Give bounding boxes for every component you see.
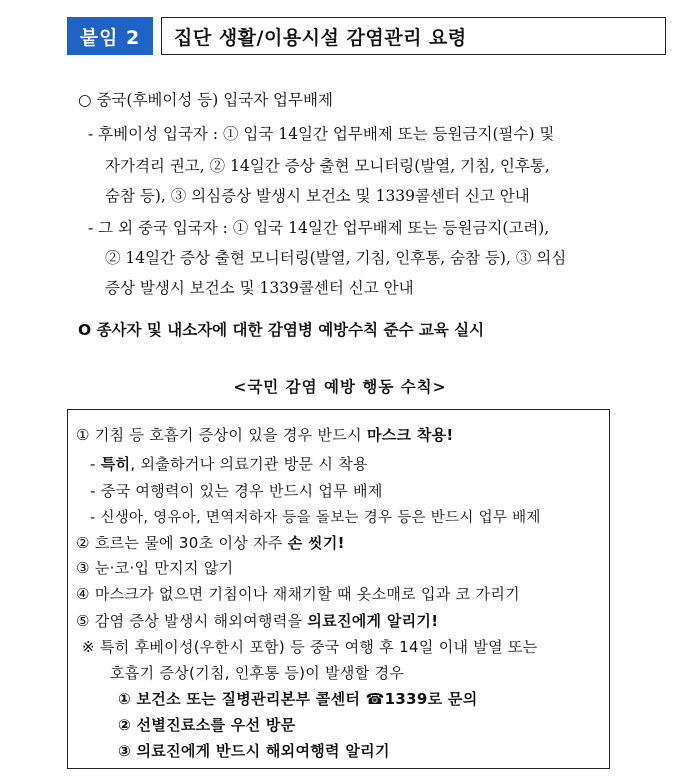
attachment-tag: 붙임 2	[67, 17, 153, 55]
section-1-title: ○ 중국(후베이성 등) 입국자 업무배제	[78, 91, 333, 109]
prevention-rules-box	[67, 409, 610, 769]
section-1-line-4: - 그 외 중국 입국자 : ① 입국 14일간 업무배제 또는 등원금지(고려),	[88, 219, 550, 237]
rule-3: ③ 눈·코·입 만지지 않기	[76, 559, 234, 577]
section-1-line-6: 증상 발생시 보건소 및 1339콜센터 신고 안내	[105, 279, 414, 297]
note-line-2: 호흡기 증상(기침, 인후통 등)이 발생할 경우	[110, 664, 405, 682]
rule-5	[76, 610, 438, 631]
box-heading: <국민 감염 예방 행동 수칙>	[233, 378, 447, 396]
section-2-title: O 종사자 및 내소자에 대한 감염병 예방수칙 준수 교육 실시	[78, 321, 485, 339]
note-step-1: ① 보건소 또는 질병관리본부 콜센터 ☎1339로 문의	[118, 690, 478, 708]
section-1-line-1: - 후베이성 입국자 : ① 입국 14일간 업무배제 또는 등원금지(필수) 및	[88, 125, 555, 143]
rule-1-emphasis: 마스크 착용!	[366, 426, 454, 444]
rule-1-sub-1-emphasis: 특히	[100, 455, 131, 473]
rule-1-sub-1	[90, 453, 368, 474]
note-step-2: ② 선별진료소를 우선 방문	[118, 716, 296, 734]
rule-4: ④ 마스크가 없으면 기침이나 재채기할 때 옷소매로 입과 코 가리기	[76, 585, 520, 603]
section-1-line-2: 자가격리 권고, ② 14일간 증상 출현 모니터링(발열, 기침, 인후통,	[105, 157, 550, 175]
rule-1-sub-1-text: , 외출하거나 의료기관 방문 시 착용	[130, 455, 368, 473]
rule-1-sub-3: - 신생아, 영유아, 면역저하자 등을 돌보는 경우 등은 반드시 업무 배제	[90, 510, 541, 526]
attachment-header	[67, 17, 666, 55]
rule-2-text: ② 흐르는 물에 30초 이상 자주	[76, 534, 288, 552]
rule-1	[76, 424, 454, 445]
dash: -	[90, 455, 101, 473]
note-step-3: ③ 의료진에게 반드시 해외여행력 알리기	[118, 742, 390, 760]
rule-2	[76, 532, 345, 553]
rule-1-sub-2: - 중국 여행력이 있는 경우 반드시 업무 배제	[90, 482, 383, 500]
section-1-line-3: 숨참 등), ③ 의심증상 발생시 보건소 및 1339콜센터 신고 안내	[105, 187, 530, 205]
rule-5-emphasis: 의료진에게 알리기!	[307, 612, 439, 630]
rule-5-text: ⑤ 감염 증상 발생시 해외여행력을	[76, 612, 308, 630]
rule-1-text: ① 기침 등 호흡기 증상이 있을 경우 반드시	[76, 426, 367, 444]
document-title: 집단 생활/이용시설 감염관리 요령	[161, 17, 666, 55]
note-line-1: ※ 특히 후베이성(우한시 포함) 등 중국 여행 후 14일 이내 발열 또는	[82, 638, 538, 656]
section-1-line-5: ② 14일간 증상 출현 모니터링(발열, 기침, 인후통, 숨참 등), ③ 의심	[105, 249, 567, 267]
rule-2-emphasis: 손 씻기!	[287, 534, 345, 552]
